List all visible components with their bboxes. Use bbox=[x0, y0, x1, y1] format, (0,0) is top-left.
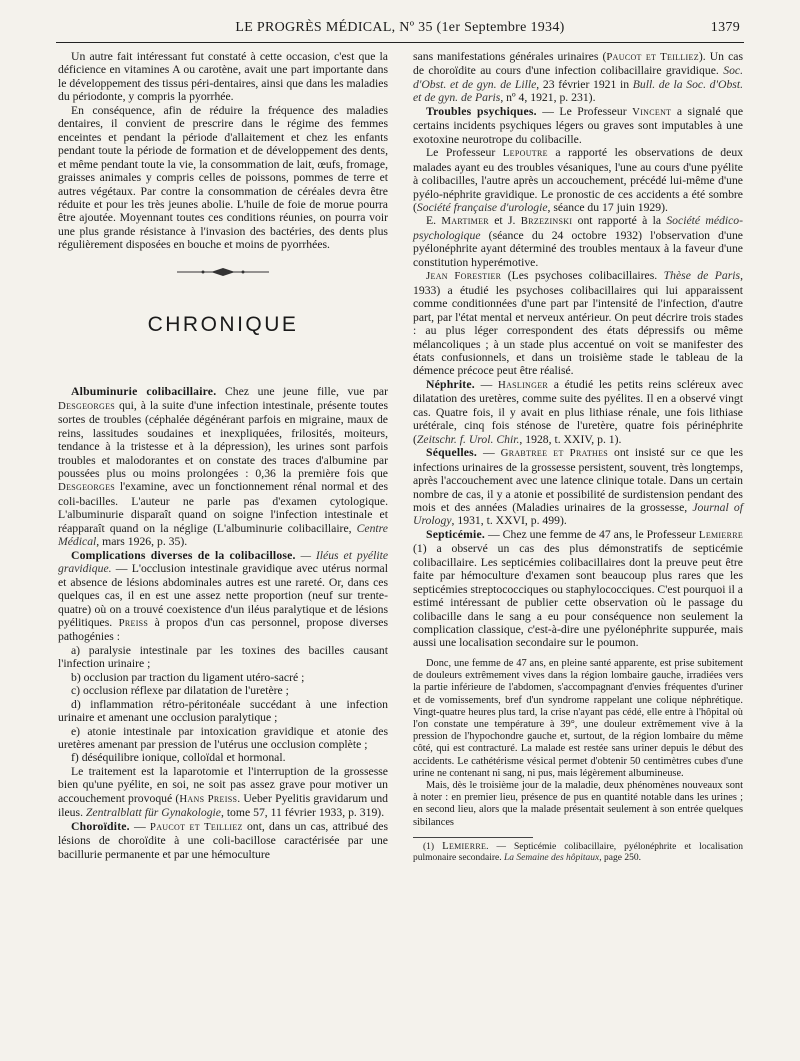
footnote bbox=[413, 841, 743, 865]
sequelles-text-1: ont insisté sur ce que les infections urinaires de la grossesse persistent, souvent, très longtemps, après l'accouchement avec une latence clinique totale. Dans un certain nombre de cas, il y a atonie et possibilité de surdistension pendant des mois et des années (Maladies urinaires de la grossesse, bbox=[413, 446, 744, 514]
author-martimer: Martimer bbox=[441, 215, 489, 228]
albuminurie-paragraph bbox=[58, 385, 388, 548]
intro-paragraph-1: Un autre fait intéressant fut constaté à cette occasion, c'est que la déficience en vitamines A ou carotène, avait une part importante dans le développement des tissus péri-dentaires, ainsi que dans les maladies du périodonte, y compris la pyorrhée. bbox=[58, 50, 388, 104]
source-bull-soc-paris: Bull. de la Soc. d'Obst. et de gyn. de Paris bbox=[413, 77, 744, 105]
lepoutre-text-3: , séance du 17 juin 1929). bbox=[547, 200, 668, 214]
source-journal-urology: Journal of Urology bbox=[413, 500, 744, 528]
case-report-small-text bbox=[413, 658, 743, 829]
sequelles-heading: Séquelles. bbox=[426, 446, 478, 460]
sequelles-dash: — bbox=[482, 446, 495, 460]
septicemie-text-2: (1) a observé un cas des plus démonstratifs de septicémie colibacillaire. Les septicémies colibacillaires dont la preuve peut être faite par hémoculture d'examen sont beaucoup plus rares que les septicémies streptococciques ou staphylococciques. C'est pourquoi il a estimé intéressant de publier cette observation où le passage du colibacille dans le sang a eu pour conséquence non seulement la complication classique, c'est-à-dire une pyélonéphrite suppurée, mais aussi une localisation secondaire sur le poumon. bbox=[413, 542, 743, 650]
choroidite-heading: Choroïdite. bbox=[71, 819, 130, 833]
martimer-text-4: (séance du 24 octobre 1932) l'observation d'une pyélonéphrite ayant déterminé des troubles mentaux à la faveur d'une constitution hyperémotive. bbox=[413, 228, 743, 269]
pathogeny-item-d: d) inflammation rétro-péritonéale succédant à une infection urinaire et amenant une occlusion paralytique ; bbox=[58, 697, 388, 725]
intro-paragraph-2: En conséquence, afin de réduire la fréquence des maladies dentaires, il convient de prescrire dans le régime des femmes enceintes et pendant la période d'allaitement et chez les enfants pendant toute la période de formation et de développement des dents, et même pendant toute la vie, la consommation de lait, œufs, fromage, graisses animales y compris celles de poissons, pommes de terre et autres végétaux. Par contre la consommation de céréales devra être réduite et pour les très jeunes abolie. L'huile de foie de morue pourra être ajoutée. Moyennant toutes ces conditions réunies, on pourra voir une plus grande résistance à l'invasion des bactéries, des dents plus régulièrement disposées en bouche et moins de pyorrhées. bbox=[58, 103, 388, 252]
nephrite-dash: — bbox=[480, 377, 493, 391]
source-centre-medical: Centre Médical bbox=[58, 521, 388, 549]
albuminurie-text-1: Chez une jeune fille, vue par bbox=[224, 385, 388, 399]
author-lemierre: Lemierre bbox=[698, 528, 744, 541]
lepoutre-text-1: Le Professeur bbox=[426, 146, 496, 160]
treatment-text-1: Le traitement est la laparotomie et l'interruption de la grossesse bien qu'une pyélite, en soi, ne soit pas assez grave pour motiver un accouchement provoqué ( bbox=[58, 764, 388, 805]
forestier-text-2: , 1933) a étudié les psychoses colibacillaires qui lui apparaissent comme conditionnées d'une part par l'intensité de l'infection, d'autre part, par l'état mental et nerveux antérieur. On peut décrire trois stades : au plus léger correspondent des états dépressifs ou même mélancoliques ; à un stade plus accentué on voit se manifester des états confusionnels, et dans un troisième stade le tableau de la démence précoce peut être réalisé. bbox=[413, 269, 743, 378]
footnote-text-2: , page 250. bbox=[599, 853, 641, 864]
martimer-text-3: ont rapporté à la bbox=[577, 214, 662, 228]
author-preiss: Preiss bbox=[118, 616, 149, 629]
choroidite-cont-text-4: , nº 4, 1921, p. 231). bbox=[500, 91, 596, 105]
complications-text-2: à propos d'un cas personnel, propose diverses pathogénies : bbox=[58, 615, 389, 644]
source-soc-medico-psy: Société médico-psychologique bbox=[413, 214, 744, 242]
author-lepoutre: Lepoutre bbox=[502, 147, 548, 160]
source-soc-lille: Soc. d'Obst. et de gyn. de Lille bbox=[413, 64, 744, 91]
complications-text-1: — L'occlusion intestinale gravidique avec utérus normal et absence de lésions abdominales autres est une rareté. Or, dans ces quelques cas, il en est une assez nette proportion (neuf sur trente-quatre) où on a trouvé coexistence d'un iléus paralytique et de lésions pyélitiques. bbox=[58, 562, 388, 629]
albuminurie-text-3: l'examine, avec un fonctionnement rénal normal et des coli-bacilles. L'auteur ne parle pas d'examen cytologique. L'albuminurie disparaît quand on soigne l'infection intestinale et réapparaît quand on la néglige (L'albuminurie colibacillaire, bbox=[58, 480, 388, 535]
footnote-text-1: . — Septicémie colibacillaire, pyélonéphrite et localisation pulmonaire secondaire. bbox=[413, 841, 743, 864]
nephrite-text-1: a étudié les petits reins scléreux avec dilatation des uretères, comme suite des pyélites. Il en a observé vingt cas. Quatre fois, il y avait en plus lithiase rénale, une fois lithiase urétérale, cinq fois sténose de l'uretère, quatre fois périnéphrite ( bbox=[413, 377, 744, 446]
right-column bbox=[413, 50, 743, 865]
section-spacer bbox=[58, 331, 388, 385]
nephrite-heading: Néphrite. bbox=[426, 377, 475, 391]
lepoutre-paragraph bbox=[413, 146, 743, 214]
ornament-divider-icon bbox=[173, 266, 273, 278]
author-hans-preiss: Hans Preiss bbox=[179, 792, 238, 805]
forestier-text-1: (Les psychoses colibacillaires. bbox=[507, 269, 658, 283]
choroidite-text: ont, dans un cas, attribué des lésions de choroïdite à une coli-bacillose caractérisée par une bacillurie permanente et par une hémoculture bbox=[58, 819, 389, 861]
author-paucot-teilliez-2: Paucot et Teilliez bbox=[606, 51, 699, 63]
martimer-paragraph bbox=[413, 214, 743, 269]
lepoutre-text-2: a rapporté les observations de deux malades ayant eu des troubles vésaniques, l'une au cours d'une pyélite à colibacilles, l'autre après un accouchement, précédé lui-même d'une pyélo-néphrite gravidique. Le pronostic de ces accidents a été sombre ( bbox=[413, 146, 744, 214]
source-zentralblatt: Zentralblatt für Gynakologie bbox=[85, 806, 221, 820]
nephrite-text-2: , 1928, t. XXIV, p. 1). bbox=[519, 432, 622, 446]
treatment-text-3: , tome 57, 11 février 1933, p. 319). bbox=[220, 806, 385, 820]
troubles-heading: Troubles psychiques. bbox=[426, 104, 537, 118]
footnote-rule bbox=[413, 837, 533, 838]
pathogeny-item-f: f) déséquilibre ionique, colloïdal et hormonal. bbox=[71, 751, 286, 765]
author-haslinger: Haslinger bbox=[497, 378, 549, 391]
martimer-text-1: E. bbox=[426, 214, 437, 228]
case-report-paragraph-1: Donc, une femme de 47 ans, en pleine santé apparente, est prise subitement de douleurs extrêmement vives dans la région lombaire gauche, irradiées vers la partie inférieure de l'abdomen, s'accompagnant d'envies fréquentes d'uriner et de vomissements, bref d'un syndrome rappelant une colique néphrétique. Vingt-quatre heures plus tard, la crise n'ayant pas cédé, elle entre à l'hôpital où l'on constate une température à 39°, une douleur extrêmement vive à la pression de l'hypochondre gauche et, surtout, de la région lombaire du même côté, qui est contracturé. La malade est restée sans uriner depuis le début des accidents. Le cathétérisme vésical permet d'obtenir 50 centimètres cubes d'une urine ne contenant ni sang, ni pus, mais légèrement albumineuse. bbox=[413, 657, 743, 779]
source-zeitschr-urol: Zeitschr. f. Urol. Chir. bbox=[416, 432, 520, 446]
footnote-marker: (1) bbox=[423, 841, 435, 852]
section-title-chronique: CHRONIQUE bbox=[147, 312, 299, 336]
nephrite-paragraph bbox=[413, 378, 743, 446]
choroidite-cont-text-2: ). Un cas de choroïdite au cours d'une infection colibacillaire gravidique. bbox=[413, 50, 743, 78]
choroidite-paragraph bbox=[58, 820, 388, 861]
choroidite-continuation bbox=[413, 50, 743, 105]
pathogeny-item-b: b) occlusion par traction du ligament utéro-sacré ; bbox=[71, 670, 305, 684]
page-number: 1379 bbox=[710, 20, 740, 35]
albuminurie-heading: Albuminurie colibacillaire. bbox=[71, 385, 217, 399]
albuminurie-text-2: qui, à la suite d'une infection intestinale, présente toutes sortes de troubles (céphalée dégénérant parfois en migraine, maux de reins, lassitudes soudaines et inexpliquées, frilosités, moiteurs, tendance à la tristesse et à la dépression), les urines sont parfois troubles et malodorantes et on constate des traces d'albumine par poussées plus ou moins prolongées : 0,36 la première fois que bbox=[58, 398, 389, 480]
treatment-paragraph bbox=[58, 765, 388, 820]
author-paucot-teilliez: Paucot et Teilliez bbox=[149, 820, 243, 833]
septicemie-paragraph bbox=[413, 528, 743, 650]
author-brzezinski: Brzezinski bbox=[520, 215, 573, 228]
running-header bbox=[60, 20, 740, 42]
pathogeny-item-c: c) occlusion réflexe par dilatation de l'uretère ; bbox=[71, 684, 289, 698]
left-column bbox=[58, 50, 388, 861]
septicemie-text-1: — Chez une femme de 47 ans, le Professeur bbox=[488, 527, 696, 541]
troubles-text-1: — Le Professeur bbox=[542, 104, 627, 118]
author-vincent: Vincent bbox=[632, 105, 672, 118]
septicemie-heading: Septicémie. bbox=[426, 527, 485, 541]
author-grabtree-prathes: Grabtree et Prathes bbox=[500, 447, 609, 460]
header-rule bbox=[56, 42, 744, 43]
forestier-paragraph bbox=[413, 269, 743, 378]
sequelles-text-2: , 1931, t. XXVI, p. 499). bbox=[451, 514, 567, 528]
source-soc-urologie: Société française d'urologie bbox=[416, 200, 548, 214]
pathogeny-item-e: e) atonie intestinale par intoxication gravidique et atonie des uretères amenant par pression de l'utérus une occlusion complète ; bbox=[58, 724, 388, 752]
choroidite-cont-text-1: sans manifestations générales urinaires ( bbox=[413, 50, 607, 63]
choroidite-cont-text-3: , 23 février 1921 in bbox=[536, 77, 630, 91]
author-desgeorges: Desgeorges bbox=[58, 399, 116, 412]
troubles-text-2: a signalé que certains incidents psychiques légers ou graves sont imputables à une exotoxine neurotrope du colibacille. bbox=[413, 104, 744, 146]
treatment-text-2: . Ueber Pyelitis gravidarum und ileus. bbox=[58, 791, 389, 820]
complications-heading: Complications diverses de la colibacillose. bbox=[71, 548, 296, 562]
source-these-paris: Thèse de Paris bbox=[663, 269, 741, 283]
complications-paragraph bbox=[58, 549, 388, 644]
pathogeny-item-a: a) paralysie intestinale par les toxines des bacilles causant l'infection urinaire ; bbox=[58, 643, 388, 671]
author-jean-forestier: Jean Forestier bbox=[426, 270, 502, 283]
troubles-paragraph bbox=[413, 105, 743, 146]
journal-title: LE PROGRÈS MÉDICAL, Nº 35 (1er Septembre 1934) bbox=[235, 20, 565, 35]
author-desgeorges-2: Desgeorges bbox=[58, 481, 116, 494]
complications-subtitle: — Iléus et pyélite gravidique. bbox=[58, 548, 389, 576]
albuminurie-text-4: , mars 1926, p. 35). bbox=[96, 535, 188, 549]
case-report-paragraph-2: Mais, dès le troisième jour de la maladie, deux phénomènes nouveaux sont à noter : en premier lieu, présence de pus en quantité notable dans les urines ; en second lieu, alors que la malade présentait seulement à son entrée quelques sibilances bbox=[413, 779, 743, 828]
footnote-source: La Semaine des hôpitaux bbox=[504, 853, 600, 864]
choroidite-dash: — bbox=[134, 819, 146, 833]
footnote-author-lemierre: Lemierre bbox=[442, 839, 487, 852]
sequelles-paragraph bbox=[413, 446, 743, 528]
martimer-text-2: et J. bbox=[494, 214, 516, 228]
